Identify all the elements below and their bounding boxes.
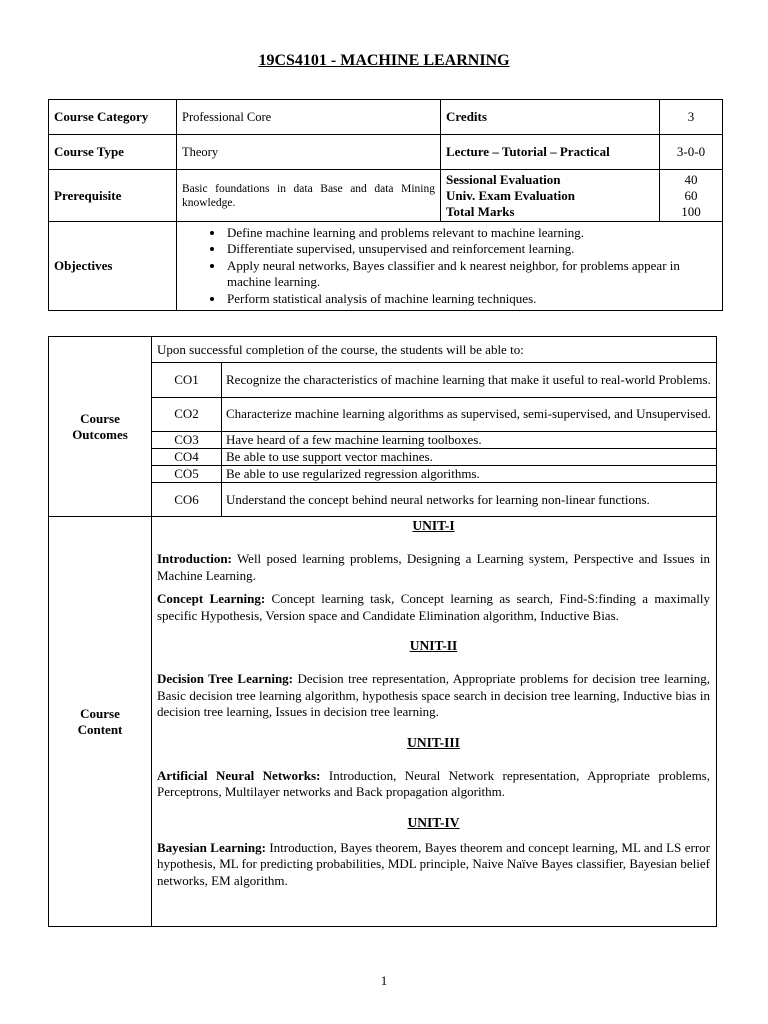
objectives-cell	[177, 222, 723, 311]
course-outcomes-label-text: Course Outcomes	[72, 410, 128, 442]
outcome-text: Characterize machine learning algorithms as supervised, semi-supervised, and Unsupervised.	[222, 397, 717, 431]
unit-heading: UNIT-III	[407, 734, 460, 750]
exam-evaluation-value: 60	[684, 187, 698, 203]
credits-value: 3	[660, 100, 723, 135]
prerequisite-row	[49, 170, 723, 222]
outcomes-intro: Upon successful completion of the course, the students will be able to:	[152, 337, 717, 363]
topic-title: Artificial Neural Networks:	[157, 767, 321, 783]
outcome-row	[152, 363, 716, 397]
sessional-evaluation-label: Sessional Evaluation	[446, 171, 561, 187]
topic-title: Decision Tree Learning:	[157, 671, 294, 686]
outcomes-table	[152, 363, 716, 516]
outcome-text: Understand the concept behind neural networks for learning non-linear functions.	[222, 482, 717, 516]
topic-text: Introduction, Neural Network representation, Appropriate problems, Perceptrons, Multilayer networks and Back propagation algorithm.	[157, 767, 710, 799]
ltp-label: Lecture – Tutorial – Practical	[441, 135, 660, 170]
unit-section	[157, 815, 710, 890]
outcome-row	[152, 448, 716, 465]
unit-topic	[157, 591, 710, 624]
sessional-evaluation-value: 40	[684, 171, 698, 187]
content-row	[49, 517, 717, 927]
outcome-row	[152, 431, 716, 448]
course-category-row	[49, 100, 723, 135]
unit-topic	[157, 671, 710, 721]
unit-section	[157, 735, 710, 801]
course-content-cell	[152, 517, 717, 927]
topic-title: Bayesian Learning:	[157, 839, 266, 855]
course-type-label: Course Type	[49, 135, 177, 170]
unit-section	[157, 638, 710, 721]
course-content-label	[49, 517, 152, 927]
objectives-row	[49, 222, 723, 311]
outcome-code: CO5	[152, 465, 222, 482]
unit-topic	[157, 768, 710, 801]
topic-text: Introduction, Bayes theorem, Bayes theorem and concept learning, ML and LS error hypothesis, ML for predicting probabilities, MDL principle, Naive Naïve Bayes classifier, Bayesian belief networks, EM algorithm.	[157, 839, 710, 888]
topic-text: Concept learning task, Concept learning as search, Find-S:finding a maximally specific Hypothesis, Version space and Candidate Elimination algorithm, Inductive Bias.	[157, 591, 710, 623]
objective-item: • Differentiate supervised, unsupervised and reinforcement learning.	[225, 241, 716, 258]
outcome-code: CO1	[152, 363, 222, 397]
course-type-row	[49, 135, 723, 170]
outcome-code: CO6	[152, 482, 222, 516]
evaluation-values	[660, 170, 723, 222]
course-details-table	[48, 336, 717, 927]
objectives-label: Objectives	[49, 222, 177, 311]
course-content-label-text: Course Content	[77, 705, 123, 737]
outcome-text: Be able to use support vector machines.	[222, 448, 717, 465]
unit-section	[157, 518, 710, 624]
credits-label: Credits	[441, 100, 660, 135]
total-marks-value: 100	[681, 203, 701, 219]
outcome-row	[152, 397, 716, 431]
outcome-text: Recognize the characteristics of machine learning that make it useful to real-world Problems.	[222, 363, 717, 397]
outcome-text: Be able to use regularized regression algorithms.	[222, 465, 717, 482]
prerequisite-value: Basic foundations in data Base and data Mining knowledge.	[177, 170, 441, 222]
unit-heading: UNIT-II	[409, 638, 458, 653]
course-outcomes-label	[49, 337, 152, 517]
objectives-list	[177, 225, 716, 308]
topic-text: Decision tree representation, Appropriate problems for decision tree learning, Basic decision tree learning algorithm, hypothesis space search in decision tree learning, Inductive bias in decision tree learning, Issues in decision tree learning.	[157, 671, 710, 719]
outcome-code: CO3	[152, 431, 222, 448]
objective-item: • Apply neural networks, Bayes classifier and k nearest neighbor, for problems appear in machine learning.	[225, 258, 716, 291]
outcome-text: Have heard of a few machine learning toolboxes.	[222, 431, 717, 448]
evaluation-labels	[441, 170, 660, 222]
exam-evaluation-label: Univ. Exam Evaluation	[446, 187, 575, 203]
outcome-row	[152, 482, 716, 516]
unit-topic	[157, 840, 710, 890]
prerequisite-label: Prerequisite	[49, 170, 177, 222]
course-category-value: Professional Core	[177, 100, 441, 135]
unit-heading: UNIT-IV	[407, 814, 460, 830]
outcome-row	[152, 465, 716, 482]
topic-title: Concept Learning:	[157, 591, 266, 606]
topic-title: Introduction:	[157, 551, 232, 566]
ltp-value: 3-0-0	[660, 135, 723, 170]
outcome-code: CO4	[152, 448, 222, 465]
page-number: 1	[380, 973, 388, 988]
outcomes-intro-row	[49, 337, 717, 363]
unit-heading: UNIT-I	[412, 518, 455, 533]
objective-item: • Define machine learning and problems relevant to machine learning.	[225, 225, 716, 242]
course-type-value: Theory	[177, 135, 441, 170]
objective-item: • Perform statistical analysis of machine learning techniques.	[225, 291, 716, 308]
outcome-code: CO2	[152, 397, 222, 431]
outcomes-list-cell	[152, 363, 717, 517]
course-info-table	[48, 99, 723, 311]
unit-topic	[157, 551, 710, 584]
course-category-label: Course Category	[49, 100, 177, 135]
document-title: 19CS4101 - MACHINE LEARNING	[258, 52, 510, 69]
total-marks-label: Total Marks	[446, 203, 515, 219]
topic-text: Well posed learning problems, Designing a Learning system, Perspective and Issues in Machine Learning.	[157, 551, 710, 583]
